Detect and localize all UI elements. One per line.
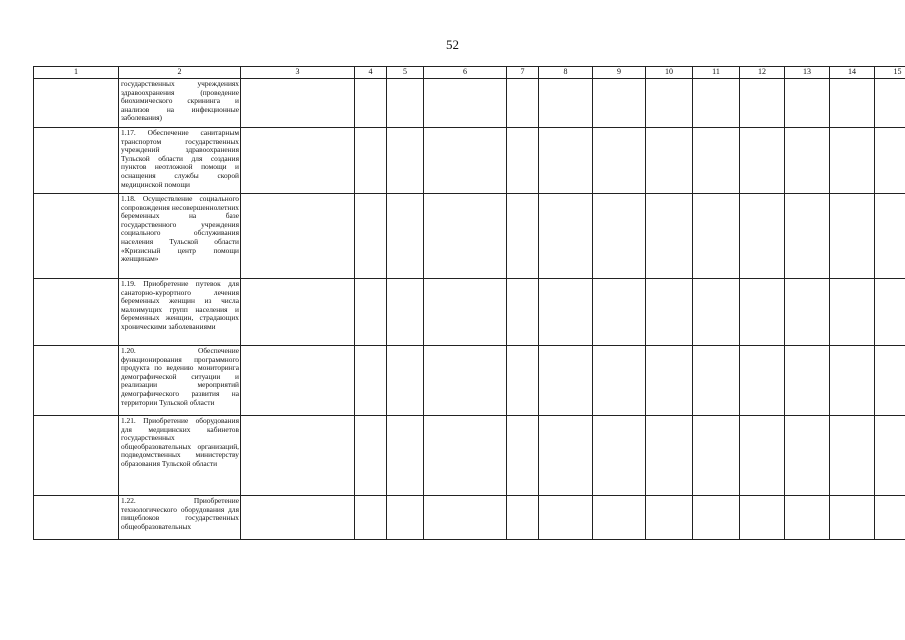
- column-header-10: 10: [646, 67, 693, 79]
- empty-cell: [507, 128, 539, 194]
- empty-cell: [34, 79, 119, 128]
- activity-description-cell: государственных учреждениях здравоохранения (проведение биохимического скрининга и анализов на инфекционные заболевания): [119, 79, 241, 128]
- empty-cell: [740, 416, 785, 496]
- empty-cell: [387, 346, 424, 416]
- empty-cell: [507, 194, 539, 279]
- empty-cell: [646, 496, 693, 540]
- empty-cell: [693, 128, 740, 194]
- empty-cell: [740, 194, 785, 279]
- table-header-row: [34, 67, 905, 79]
- column-header-14: 14: [830, 67, 875, 79]
- empty-cell: [875, 194, 905, 279]
- empty-cell: [539, 79, 593, 128]
- empty-cell: [34, 346, 119, 416]
- empty-cell: [593, 79, 646, 128]
- table-row: [34, 279, 905, 346]
- empty-cell: [539, 128, 593, 194]
- empty-cell: [593, 194, 646, 279]
- activity-description-cell: 1.20. Обеспечение функционирования программного продукта по ведению мониторинга демографической ситуации и реализации мероприятий демографического развития на территории Тульской области: [119, 346, 241, 416]
- empty-cell: [785, 79, 830, 128]
- empty-cell: [387, 128, 424, 194]
- empty-cell: [34, 279, 119, 346]
- empty-cell: [355, 346, 387, 416]
- empty-cell: [646, 194, 693, 279]
- empty-cell: [387, 79, 424, 128]
- empty-cell: [507, 79, 539, 128]
- empty-cell: [355, 128, 387, 194]
- empty-cell: [693, 279, 740, 346]
- column-header-1: 1: [34, 67, 119, 79]
- column-header-4: 4: [355, 67, 387, 79]
- empty-cell: [355, 279, 387, 346]
- empty-cell: [507, 279, 539, 346]
- empty-cell: [355, 496, 387, 540]
- column-header-12: 12: [740, 67, 785, 79]
- column-header-2: 2: [119, 67, 241, 79]
- empty-cell: [740, 279, 785, 346]
- empty-cell: [785, 346, 830, 416]
- data-table: [33, 66, 905, 540]
- empty-cell: [507, 416, 539, 496]
- empty-cell: [34, 194, 119, 279]
- column-header-6: 6: [424, 67, 507, 79]
- empty-cell: [424, 128, 507, 194]
- empty-cell: [830, 279, 875, 346]
- empty-cell: [593, 346, 646, 416]
- empty-cell: [646, 128, 693, 194]
- empty-cell: [539, 346, 593, 416]
- empty-cell: [830, 346, 875, 416]
- column-header-11: 11: [693, 67, 740, 79]
- empty-cell: [241, 346, 355, 416]
- empty-cell: [355, 194, 387, 279]
- empty-cell: [593, 416, 646, 496]
- empty-cell: [785, 496, 830, 540]
- activity-description-cell: 1.21. Приобретение оборудования для медицинских кабинетов государственных общеобразовательных организаций, подведомственных министерству образования Тульской области: [119, 416, 241, 496]
- empty-cell: [830, 79, 875, 128]
- empty-cell: [830, 194, 875, 279]
- empty-cell: [241, 79, 355, 128]
- empty-cell: [646, 416, 693, 496]
- empty-cell: [539, 416, 593, 496]
- column-header-3: 3: [241, 67, 355, 79]
- empty-cell: [785, 279, 830, 346]
- empty-cell: [507, 346, 539, 416]
- empty-cell: [693, 194, 740, 279]
- empty-cell: [355, 79, 387, 128]
- column-header-8: 8: [539, 67, 593, 79]
- empty-cell: [424, 79, 507, 128]
- empty-cell: [387, 416, 424, 496]
- empty-cell: [593, 128, 646, 194]
- empty-cell: [241, 416, 355, 496]
- empty-cell: [424, 279, 507, 346]
- empty-cell: [875, 279, 905, 346]
- empty-cell: [785, 194, 830, 279]
- empty-cell: [539, 279, 593, 346]
- empty-cell: [740, 346, 785, 416]
- empty-cell: [387, 496, 424, 540]
- empty-cell: [424, 194, 507, 279]
- activity-description-cell: 1.19. Приобретение путевок для санаторно-курортного лечения беременных женщин из числа малоимущих групп населения и беременных женщин, страдающих хроническими заболеваниями: [119, 279, 241, 346]
- empty-cell: [355, 416, 387, 496]
- column-header-9: 9: [593, 67, 646, 79]
- activity-description-cell: 1.17. Обеспечение санитарным транспортом государственных учреждений здравоохранения Тульской области для создания пунктов неотложной помощи и оснащения службы скорой медицинской помощи: [119, 128, 241, 194]
- empty-cell: [785, 128, 830, 194]
- empty-cell: [646, 279, 693, 346]
- empty-cell: [875, 79, 905, 128]
- empty-cell: [785, 416, 830, 496]
- empty-cell: [740, 128, 785, 194]
- column-header-15: 15: [875, 67, 905, 79]
- empty-cell: [241, 496, 355, 540]
- activity-description-cell: 1.22. Приобретение технологического оборудования для пищеблоков государственных общеобразовательных: [119, 496, 241, 540]
- empty-cell: [740, 496, 785, 540]
- empty-cell: [693, 496, 740, 540]
- empty-cell: [424, 346, 507, 416]
- column-header-13: 13: [785, 67, 830, 79]
- table-row: [34, 496, 905, 540]
- empty-cell: [875, 346, 905, 416]
- empty-cell: [875, 416, 905, 496]
- empty-cell: [241, 279, 355, 346]
- empty-cell: [830, 496, 875, 540]
- empty-cell: [646, 79, 693, 128]
- column-header-7: 7: [507, 67, 539, 79]
- empty-cell: [693, 79, 740, 128]
- table-row: [34, 346, 905, 416]
- table-row: [34, 416, 905, 496]
- empty-cell: [241, 194, 355, 279]
- empty-cell: [387, 279, 424, 346]
- table-row: [34, 128, 905, 194]
- empty-cell: [693, 346, 740, 416]
- empty-cell: [539, 194, 593, 279]
- empty-cell: [830, 416, 875, 496]
- empty-cell: [593, 279, 646, 346]
- page-number: 52: [446, 37, 459, 52]
- empty-cell: [539, 496, 593, 540]
- empty-cell: [424, 416, 507, 496]
- activity-description-cell: 1.18. Осуществление социального сопровождения несовершеннолетних беременных на базе государственного учреждения социального обслуживания населения Тульской области «Кризисный центр помощи женщинам»: [119, 194, 241, 279]
- empty-cell: [34, 128, 119, 194]
- table-row: [34, 79, 905, 128]
- empty-cell: [740, 79, 785, 128]
- column-header-5: 5: [387, 67, 424, 79]
- empty-cell: [830, 128, 875, 194]
- table-row: [34, 194, 905, 279]
- empty-cell: [693, 416, 740, 496]
- empty-cell: [875, 128, 905, 194]
- empty-cell: [387, 194, 424, 279]
- empty-cell: [34, 416, 119, 496]
- empty-cell: [646, 346, 693, 416]
- empty-cell: [241, 128, 355, 194]
- empty-cell: [875, 496, 905, 540]
- empty-cell: [424, 496, 507, 540]
- empty-cell: [507, 496, 539, 540]
- empty-cell: [34, 496, 119, 540]
- empty-cell: [593, 496, 646, 540]
